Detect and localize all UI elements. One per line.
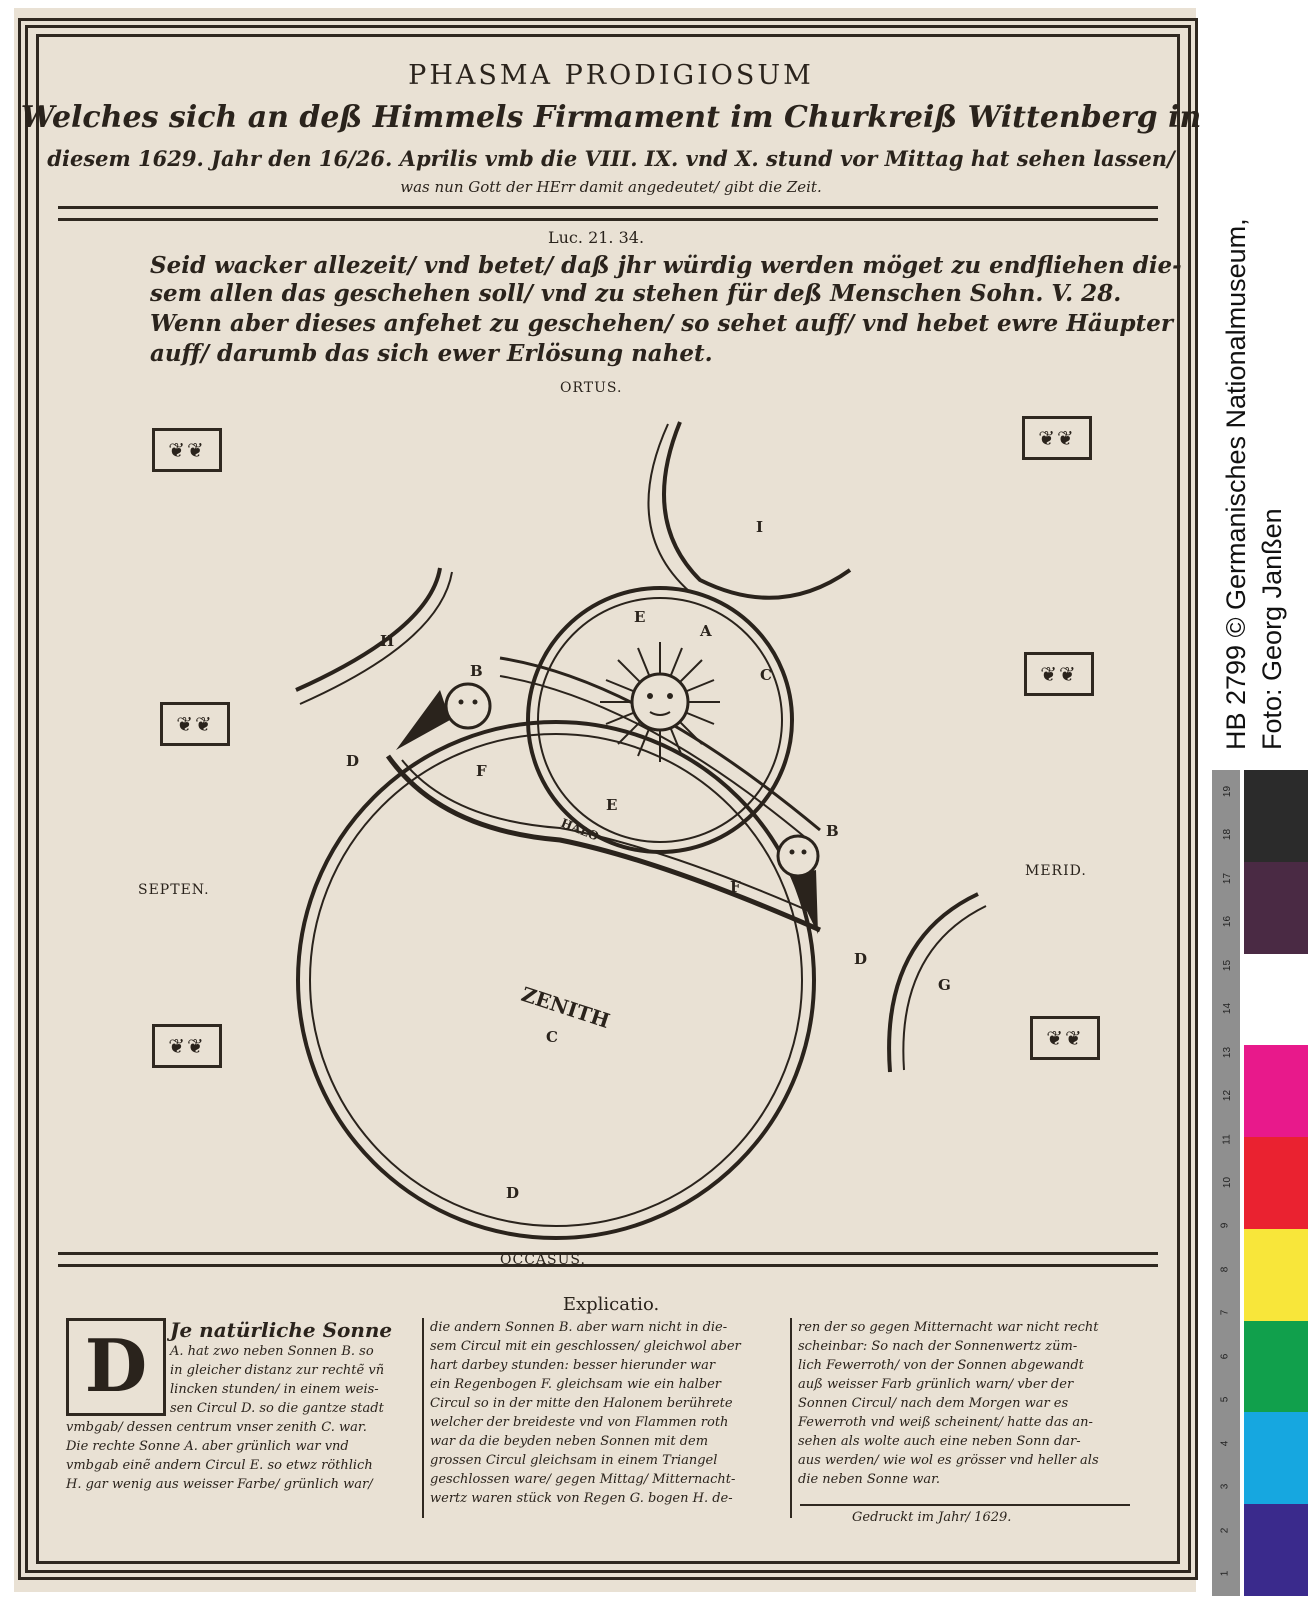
arc-h-inner	[300, 572, 452, 704]
label-d-bottom: D	[506, 1184, 520, 1202]
ruler-tick-label: 6	[1219, 1353, 1231, 1360]
great-circle-d-inner	[310, 734, 802, 1226]
col2-line: wertz waren stück von Regen G. bogen H. de-	[430, 1491, 733, 1506]
col2-line: sem Circul mit ein geschlossen/ gleichwol aber	[430, 1339, 741, 1354]
ruler-tick-label: 18	[1222, 829, 1234, 841]
col3-line: ren der so gegen Mitternacht war nicht recht	[798, 1320, 1099, 1335]
text-column-3	[798, 1318, 1099, 1489]
label-d-left: D	[346, 752, 360, 770]
ornament-block: ❦❦	[160, 702, 230, 746]
mock-sun-left-icon	[396, 684, 490, 750]
label-i: I	[756, 518, 764, 536]
ruler-tick-label: 7	[1219, 1310, 1231, 1316]
label-d-right: D	[854, 950, 868, 968]
ruler-tick-label: 3	[1219, 1484, 1231, 1490]
scripture-reference: Luc. 21. 34.	[548, 228, 645, 247]
ruler-tick-label: 19	[1222, 785, 1234, 797]
compass-meridies: MERID.	[1025, 863, 1087, 879]
label-a: A	[700, 622, 712, 640]
explicatio-heading: Explicatio.	[562, 1294, 660, 1315]
col1-line: sen Circul D. so die gantze stadt	[170, 1401, 384, 1416]
ruler-tick-label: 2	[1219, 1527, 1231, 1534]
col2-line: hart darbey stunden: besser hierunder war	[430, 1358, 716, 1373]
ruler-tick-label: 12	[1222, 1089, 1234, 1102]
compass-septentrio: SEPTEN.	[138, 882, 210, 898]
color-swatch	[1244, 1137, 1308, 1229]
ruler-tick-label: 14	[1222, 1003, 1234, 1015]
col3-line: scheinbar: So nach der Sonnenwertz züm-	[798, 1339, 1078, 1354]
col1-line: vmbgab einẽ andern Circul E. so etwz röthlich	[66, 1458, 373, 1473]
col2-line: war da die beyden neben Sonnen mit dem	[430, 1434, 709, 1449]
museum-credit	[1218, 10, 1290, 750]
label-b-right: B	[826, 822, 839, 840]
label-f-right: F	[730, 878, 741, 896]
label-c-zenith: C	[546, 1028, 558, 1046]
verse-line-3: Wenn aber dieses anfehet zu geschehen/ so sehet auff/ vnd hebet ewre Häupter	[150, 310, 1174, 337]
compass-occasus: OCCASUS.	[500, 1252, 586, 1268]
col2-line: welcher der breideste vnd von Flammen roth	[430, 1415, 729, 1430]
text-column-2	[430, 1318, 741, 1508]
credit-line-1: HB 2799 © Germanisches Nationalmuseum,	[1221, 218, 1251, 750]
ornament-block: ❦❦	[1030, 1016, 1100, 1060]
ornament-block: ❦❦	[1022, 416, 1092, 460]
label-e-top: E	[634, 608, 646, 626]
col1-line: Die rechte Sonne A. aber grünlich war vnd	[66, 1439, 349, 1454]
col3-line: aus werden/ wie wol es grösser vnd heller als	[798, 1453, 1099, 1468]
column-rule	[422, 1318, 424, 1518]
col3-line: die neben Sonne war.	[798, 1472, 940, 1487]
ruler-tick-label: 1	[1219, 1570, 1231, 1577]
ruler-tick-label: 5	[1219, 1397, 1231, 1403]
ornament-block: ❦❦	[152, 428, 222, 472]
label-halo: HALO	[558, 815, 601, 844]
label-h: H	[380, 632, 395, 650]
credit-line-2: Foto: Georg Janßen	[1257, 508, 1287, 750]
rainbow-f-inner	[402, 760, 816, 914]
decorated-initial: D	[66, 1318, 166, 1416]
ruler-tick-label: 8	[1219, 1266, 1231, 1273]
label-b-left: B	[470, 662, 483, 680]
col3-line: sehen als wolte auch eine neben Sonn dar-	[798, 1434, 1081, 1449]
ruler-tick-label: 13	[1222, 1046, 1234, 1058]
ornament-block: ❦❦	[152, 1024, 222, 1068]
col2-line: Circul so in der mitte den Halonem berührete	[430, 1396, 733, 1411]
column-rule	[790, 1318, 792, 1518]
color-swatch	[1244, 1412, 1308, 1504]
color-swatch	[1244, 1321, 1308, 1413]
imprint-text: Gedruckt im Jahr/ 1629.	[852, 1510, 1012, 1525]
label-c-upper: C	[760, 666, 772, 684]
text-column-1	[66, 1318, 393, 1494]
color-swatch	[1244, 954, 1308, 1046]
color-swatch	[1244, 770, 1308, 862]
ruler-tick-label: 4	[1219, 1440, 1231, 1447]
col2-line: geschlossen ware/ gegen Mittag/ Mitternacht-	[430, 1472, 736, 1487]
col1-line: lincken stunden/ in einem weis-	[170, 1382, 379, 1397]
ruler-tick-label: 17	[1222, 872, 1234, 884]
col1-line: H. gar wenig aus weisser Farbe/ grünlich war/	[66, 1477, 373, 1492]
col3-line: Sonnen Circul/ nach dem Morgen war es	[798, 1396, 1069, 1411]
color-scale-bar	[1212, 770, 1308, 1596]
label-f-left: F	[476, 762, 487, 780]
compass-ortus: ORTUS.	[560, 380, 623, 396]
label-e-lower: E	[606, 796, 618, 814]
label-g: G	[938, 976, 951, 994]
col3-line: auß weisser Farb grünlich warn/ vber der	[798, 1377, 1074, 1392]
title-line-2: Welches sich an deß Himmels Firmament im Churkreiß Wittenberg in	[20, 100, 1202, 135]
arc-i	[664, 422, 850, 598]
col2-line: die andern Sonnen B. aber warn nicht in die-	[430, 1320, 728, 1335]
ruler-tick-label: 15	[1222, 959, 1234, 971]
color-swatch	[1244, 1504, 1308, 1596]
col1-line: vmbgab/ dessen centrum vnser zenith C. war.	[66, 1420, 367, 1435]
ornament-block: ❦❦	[1024, 652, 1094, 696]
title-line-4: was nun Gott der HErr damit angedeutet/ gibt die Zeit.	[400, 178, 822, 196]
col2-line: ein Regenbogen F. gleichsam wie ein halber	[430, 1377, 721, 1392]
title-line-3: diesem 1629. Jahr den 16/26. Aprilis vmb die VIII. IX. vnd X. stund vor Mittag hat sehen lassen/	[47, 146, 1175, 171]
ruler-tick-label: 11	[1221, 1133, 1233, 1145]
rainbow-f	[388, 756, 820, 930]
ruler-tick-label: 16	[1222, 916, 1234, 928]
col1-line: in gleicher distanz zur rechtẽ vñ	[170, 1363, 385, 1378]
color-swatch	[1244, 1045, 1308, 1137]
col2-line: grossen Circul gleichsam in einem Triangel	[430, 1453, 718, 1468]
verse-line-1: Seid wacker allezeit/ vnd betet/ daß jhr würdig werden möget zu endfliehen die-	[150, 252, 1182, 279]
ruler-tick-label: 10	[1222, 1176, 1234, 1189]
sun-a-icon	[600, 642, 720, 762]
ruler-tick-label: 9	[1219, 1223, 1231, 1229]
col1-line: Je natürliche Sonne	[170, 1318, 393, 1342]
color-swatch	[1244, 862, 1308, 954]
color-swatch	[1244, 1229, 1308, 1321]
label-zenith: ZENITH	[518, 981, 613, 1033]
col3-line: lich Fewerroth/ von der Sonnen abgewandt	[798, 1358, 1084, 1373]
title-line-1: PHASMA PRODIGIOSUM	[408, 60, 814, 91]
verse-line-4: auff/ darumb das sich ewer Erlösung nahet.	[150, 340, 713, 367]
imprint-rule	[800, 1504, 1130, 1506]
col1-line: A. hat zwo neben Sonnen B. so	[170, 1344, 374, 1359]
verse-line-2: sem allen das geschehen soll/ vnd zu stehen für deß Menschen Sohn. V. 28.	[150, 280, 1122, 307]
col3-line: Fewerroth vnd weiß scheinent/ hatte das an-	[798, 1415, 1093, 1430]
